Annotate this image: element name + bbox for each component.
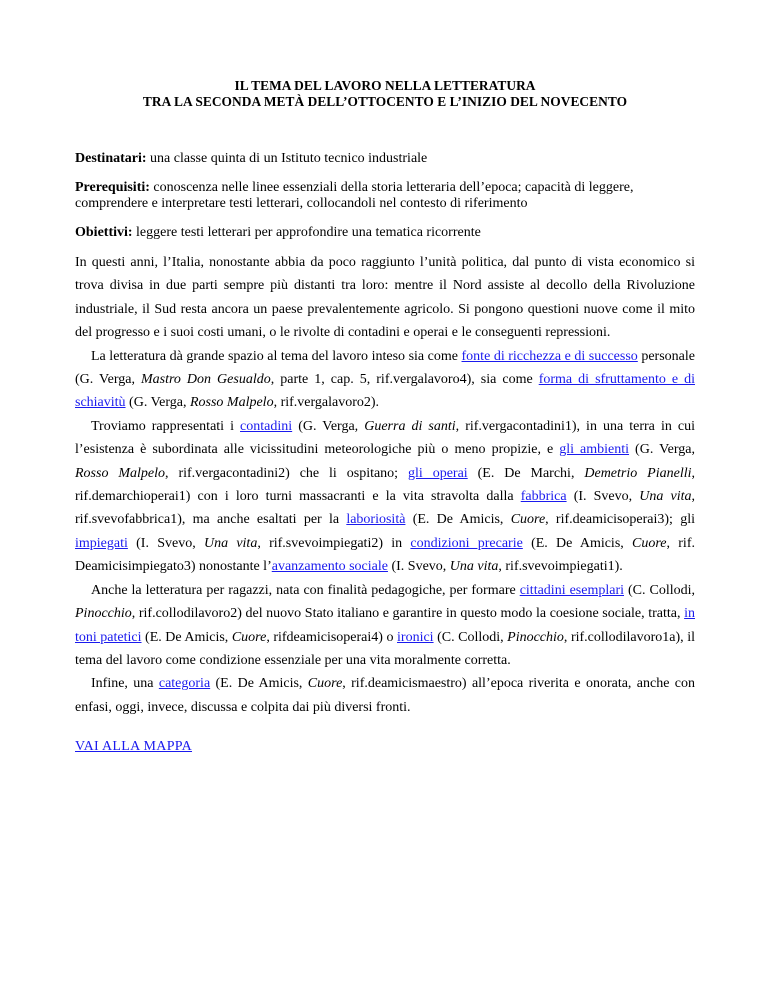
text-span: , rif.vergacontadini1), in una terra in cui l’esistenza è subordinata alle vicissitudini meteorologiche più o meno propizie, e <box>75 418 695 458</box>
work-title: Cuore <box>231 629 267 645</box>
text-span: , rifdeamicisoperai4) o <box>266 629 398 645</box>
text-span: , rif.collodilavoro2) del nuovo Stato italiano e garantire in questo modo la coesione sociale, tratta, <box>131 606 685 622</box>
document-page <box>75 78 695 755</box>
goto-map-container <box>75 739 695 755</box>
paragraph-intro: In questi anni, l’Italia, nonostante abbia da poco raggiunto l’unità politica, dal punto di vista economico si trova divisa in due parti sempre più distanti tra loro: mentre il Nord assiste al decollo della Rivoluzione industriale, il Sud resta ancora un paese prevalentemente agricolo. Si pongono questioni nuove come il mito del progresso e i suoi costi umani, o le rivolte di contadini e operai e le conseguenti repressioni. <box>75 255 695 341</box>
work-title: Demetrio Pianelli <box>584 465 692 481</box>
text-span: La letteratura dà grande spazio al tema del lavoro inteso sia come <box>91 348 462 364</box>
text-span: , parte 1, cap. 5, rif.vergalavoro4), sia come <box>270 372 539 388</box>
obiettivi-text: leggere testi letterari per approfondire una tematica ricorrente <box>132 224 481 240</box>
text-span: , rif. Deamicisimpiegato3) nonostante l’ <box>75 535 695 575</box>
title-line-1: IL TEMA DEL LAVORO NELLA LETTERATURA <box>234 78 536 93</box>
text-span: , rif.svevofabbrica1), ma anche esaltati per la <box>75 489 696 528</box>
work-title: Cuore <box>510 512 546 528</box>
prerequisiti-label: Prerequisiti: <box>75 179 150 195</box>
text-span: (G. Verga, <box>629 442 696 458</box>
work-title: , Guerra di santi <box>354 418 456 434</box>
paragraph-categorie <box>75 415 695 579</box>
goto-map-link[interactable]: VAI ALLA MAPPA <box>75 739 193 755</box>
work-title: Rosso Malpelo <box>189 395 274 411</box>
text-span: (C. Collodi, <box>433 629 508 645</box>
main-text <box>75 251 695 719</box>
link-ironici[interactable]: ironici <box>397 629 434 645</box>
destinatari-text: una classe quinta di un Istituto tecnico industriale <box>146 151 428 166</box>
text-span: , rif.svevoimpiegati2) in <box>257 535 411 551</box>
text-span: Troviamo rappresentati i <box>91 418 241 434</box>
link-fonte-di-ricchezza[interactable]: fonte di ricchezza e di successo <box>461 348 638 364</box>
text-span: , rif.vergalavoro2). <box>273 395 380 411</box>
link-impiegati[interactable]: impiegati <box>75 535 128 551</box>
work-title: Una vita <box>639 489 692 505</box>
link-contadini[interactable]: contadini <box>240 418 293 434</box>
text-span: , rif.collodilavoro1a), il tema del lavoro come condizione essenziale per una vita moralmente corretta. <box>75 629 695 668</box>
text-span: (I. Svevo, <box>387 559 450 575</box>
link-gli-ambienti[interactable]: gli ambienti <box>559 442 630 458</box>
paragraph-categoria <box>75 672 695 719</box>
text-span: (I. Svevo, <box>566 489 640 505</box>
work-title: Mastro Don Gesualdo <box>140 372 271 388</box>
text-span: , rif.vergacontadini2) che li ospitano; <box>165 465 409 481</box>
work-title: Cuore <box>307 676 343 692</box>
link-gli-operai[interactable]: gli operai <box>408 465 468 481</box>
title-line-2: TRA LA SECONDA METÀ DELL’OTTOCENTO E L’INIZIO DEL NOVECENTO <box>142 94 628 109</box>
text-span: , rif.deamicisoperai3); gli <box>545 512 695 528</box>
text-span: Infine, una <box>91 676 159 692</box>
prerequisiti-text: conoscenza nelle linee essenziali della storia letteraria dell’epoca; capacità di leggere, comprendere e interpretare testi letterari, collocandoli nel contesto di riferimento <box>75 179 634 211</box>
work-title: Pinocchio <box>75 606 132 622</box>
text-span: personale (G. Verga, <box>75 348 695 388</box>
page-title <box>75 78 695 110</box>
link-condizioni-precarie[interactable]: condizioni precarie <box>410 535 523 551</box>
link-cittadini-esemplari[interactable]: cittadini esemplari <box>519 582 624 598</box>
text-span: (E. De Marchi, <box>467 465 585 481</box>
link-forma-di-sfruttamento[interactable]: forma di sfruttamento e di schiavitù <box>75 372 695 411</box>
link-laboriosita[interactable]: laboriosità <box>346 512 406 528</box>
link-avanzamento-sociale[interactable]: avanzamento sociale <box>271 559 388 575</box>
text-span: (I. Svevo, <box>127 535 204 551</box>
work-title: Cuore <box>632 535 667 551</box>
obiettivi-label: Obiettivi: <box>75 224 133 240</box>
text-span: , rif.deamicismaestro) all’epoca riverita e onorata, anche con enfasi, oggi, invece, discussa e colpita dai più diversi fronti. <box>75 676 695 715</box>
link-fabbrica[interactable]: fabbrica <box>520 489 567 505</box>
work-title: Una vita <box>203 535 258 551</box>
work-title: Una vita <box>449 559 499 575</box>
text-span: (E. De Amicis, <box>405 512 511 528</box>
text-span: (E. De Amicis, <box>141 629 232 645</box>
text-span: (G. Verga <box>292 418 355 434</box>
text-span: (C. Collodi, <box>624 582 695 598</box>
work-title: Pinocchio <box>507 629 564 645</box>
destinatari-label: Destinatari: <box>75 151 147 166</box>
text-span: (G. Verga, <box>125 395 190 411</box>
text-span: Anche la letteratura per ragazzi, nata con finalità pedagogiche, per formare <box>91 582 520 598</box>
text-span: (E. De Amicis, <box>210 676 308 692</box>
obiettivi-line <box>75 225 695 242</box>
link-in-toni-patetici[interactable]: in toni patetici <box>75 606 695 645</box>
text-span: (E. De Amicis, <box>522 535 633 551</box>
prerequisiti-line <box>75 180 695 213</box>
link-categoria[interactable]: categoria <box>158 676 211 692</box>
paragraph-ragazzi <box>75 579 695 673</box>
text-span: , rif.demarchioperai1) con i loro turni massacranti e la vita stravolta dalla <box>75 465 695 505</box>
destinatari-line <box>75 151 695 168</box>
paragraph-lavoro <box>75 345 695 415</box>
text-span: , rif.svevoimpiegati1). <box>498 559 623 575</box>
work-title: Rosso Malpelo <box>75 465 166 481</box>
